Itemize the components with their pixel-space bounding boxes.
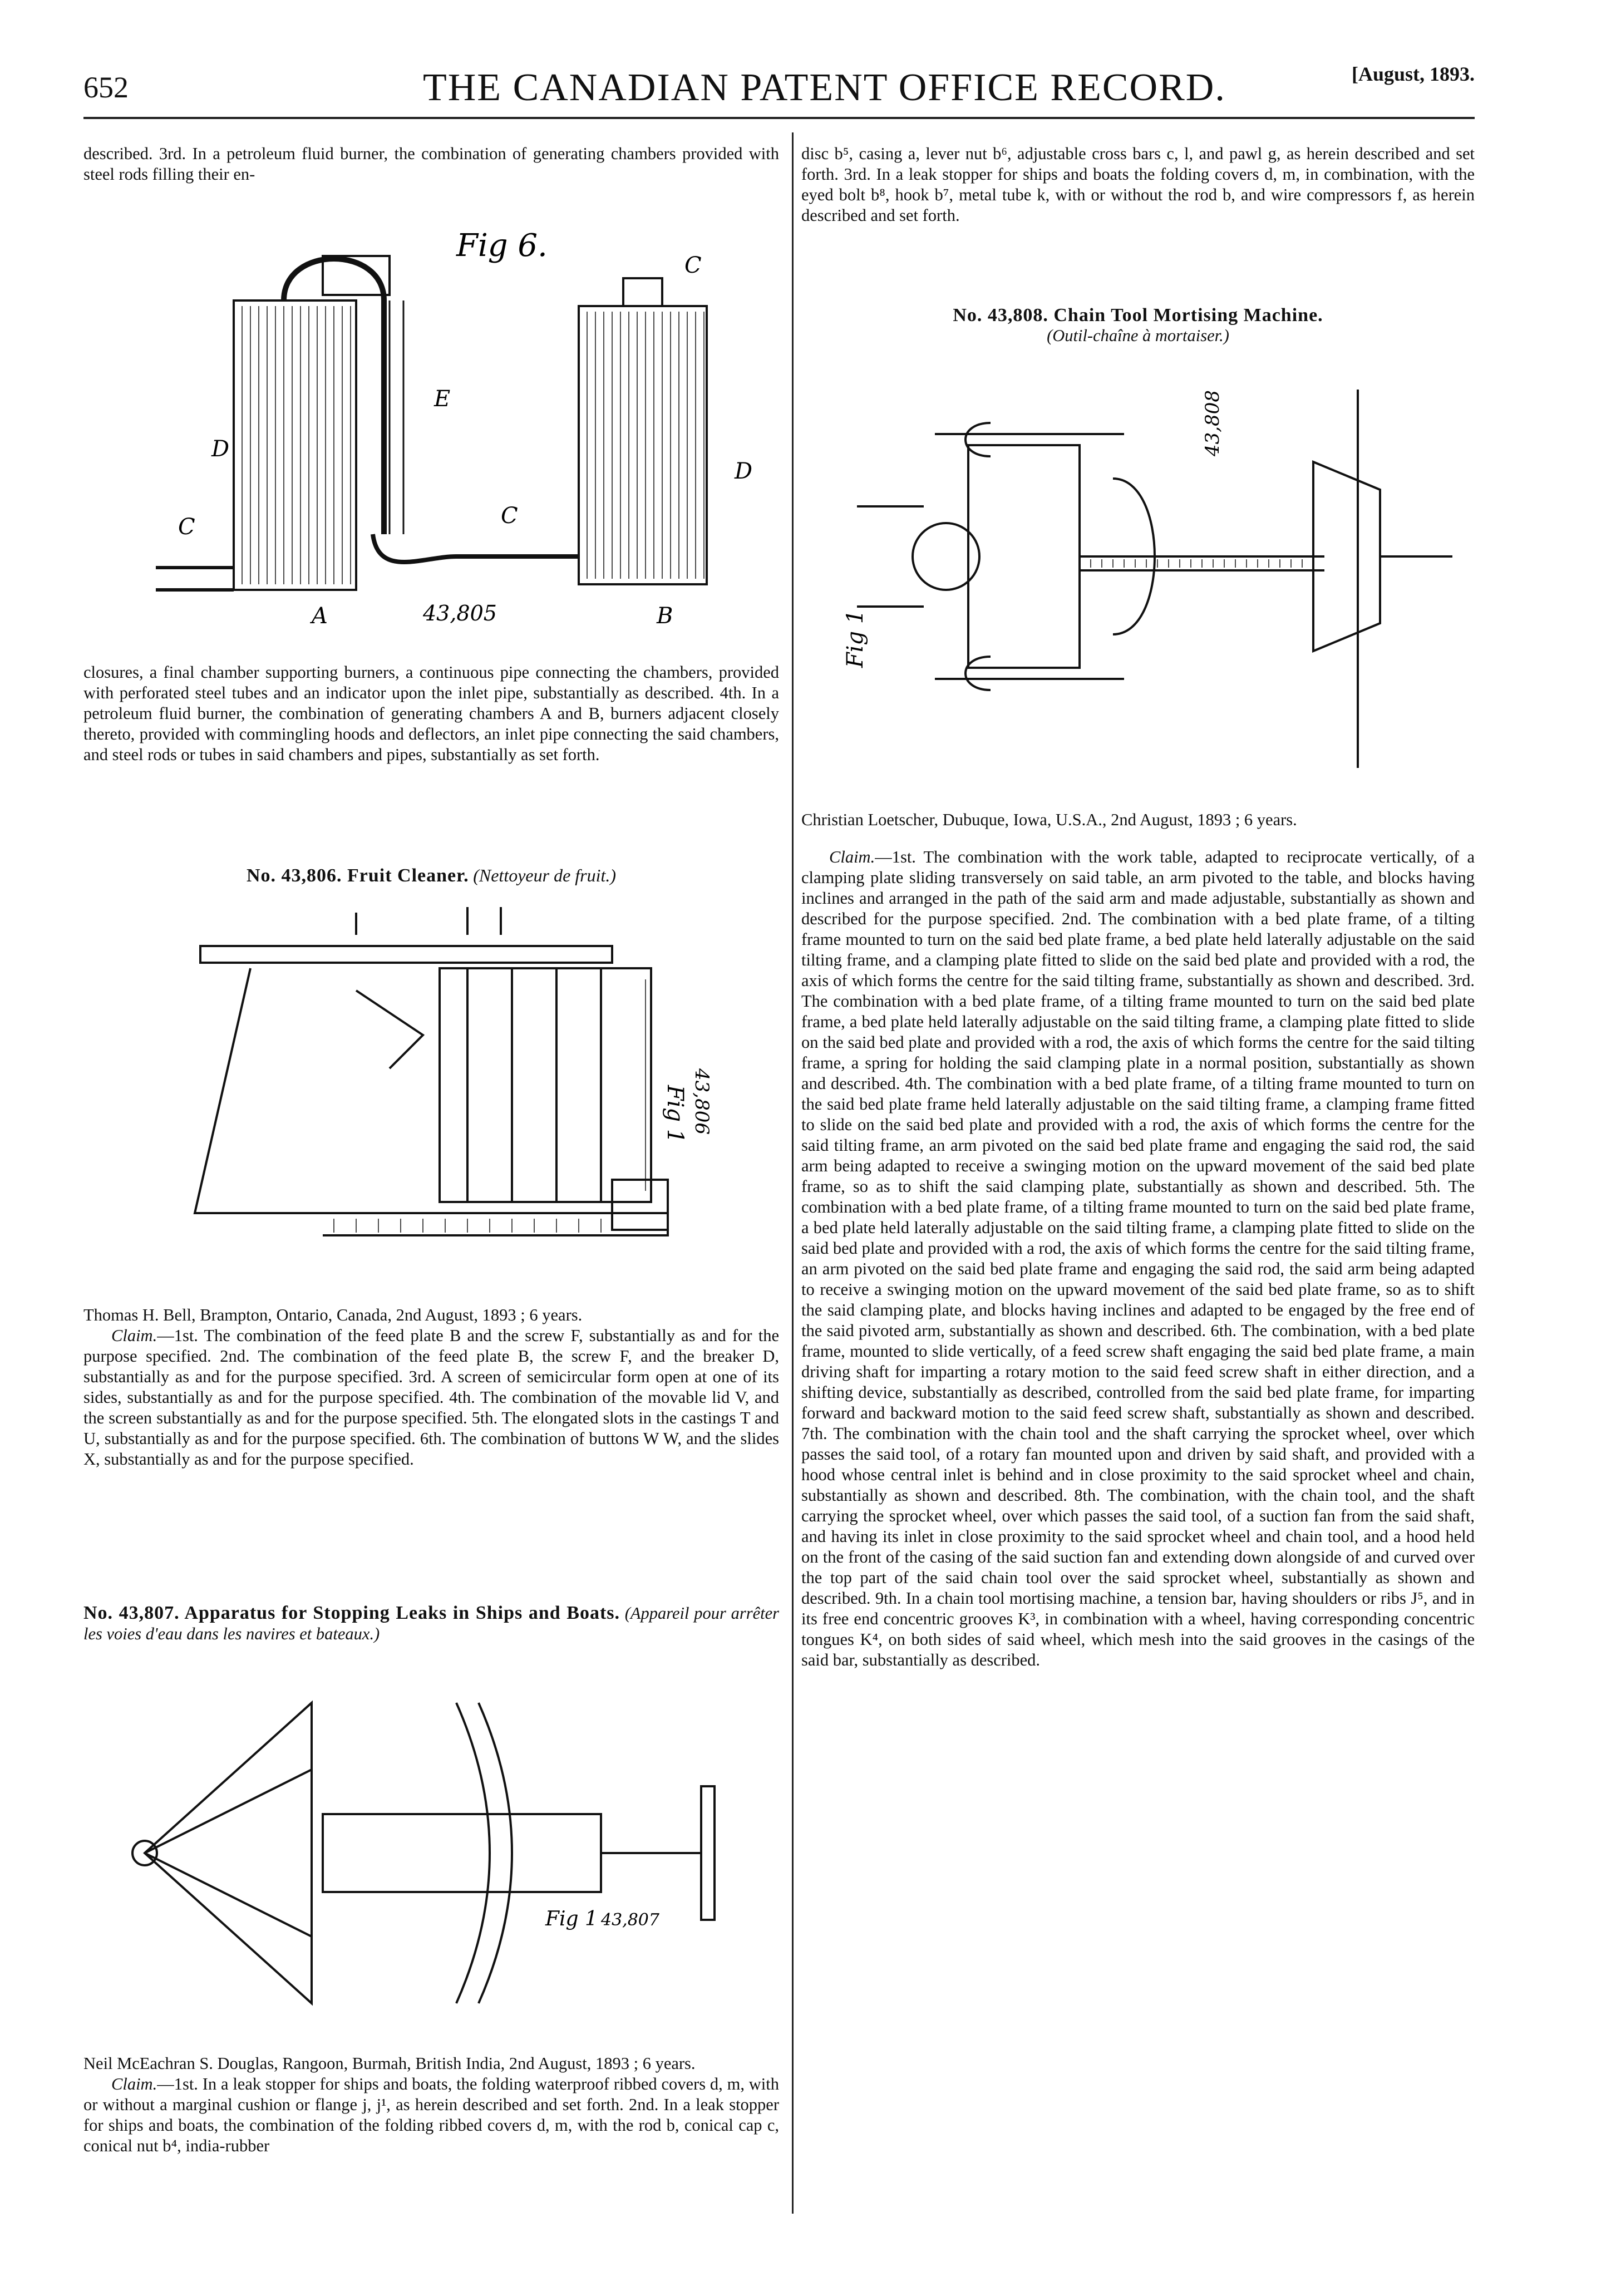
- entry-808-claim-label: Claim.: [829, 848, 875, 866]
- entry-808-heading: [801, 305, 1475, 346]
- entry-806-claim: —1st. The combination of the feed plate B and the screw F, substantially as and for the purpose specified. 2nd. The combination of the feed plate B, the screw F, and the breaker D, substantially as and for the purpose specified. 3rd. A screen of semicircular form open at one of its sides, substantially as and for the purpose specified. 4th. The combination of the movable lid V, and the screen substantially as and for the purpose specified. 5th. The elongated slots in the castings T and U, substantially as and for the purpose specified. 6th. The combination of buttons W W, and the slides X, substantially as and for the purpose specified.: [83, 1326, 779, 1469]
- svg-text:A: A: [312, 603, 328, 629]
- page-number: 652: [83, 71, 129, 104]
- header-rule: [83, 117, 1475, 119]
- svg-text:D: D: [735, 459, 753, 484]
- entry-807-heading: [83, 1603, 779, 1644]
- column-divider: [792, 132, 794, 2214]
- entry-807-author: Neil McEachran S. Douglas, Rangoon, Burmah, British India, 2nd August, 1893 ; 6 years.: [83, 2054, 696, 2073]
- fig-807-leak-stopper-drawing: [100, 1692, 746, 2014]
- svg-text:B: B: [657, 603, 673, 629]
- fig-807-caption: Fig 1: [545, 1908, 598, 1930]
- entry-807-title: No. 43,807. Apparatus for Stopping Leaks in Ships and Boats.: [83, 1603, 620, 1623]
- fig-807-number: 43,807: [601, 1910, 659, 1930]
- publication-title: THE CANADIAN PATENT OFFICE RECORD.: [423, 66, 1226, 109]
- entry-807-body: [83, 2053, 779, 2156]
- entry-806-body: [83, 1305, 779, 1470]
- svg-text:D: D: [211, 436, 230, 462]
- fig6-svg: [145, 223, 768, 634]
- svg-text:C: C: [501, 503, 518, 529]
- svg-text:C: C: [684, 253, 702, 278]
- entry-808-body: [801, 810, 1475, 1671]
- page-header: [83, 63, 1475, 116]
- svg-text:C: C: [178, 514, 195, 540]
- issue-date: [August, 1893.: [1351, 63, 1475, 85]
- entry-806-title: No. 43,806. Fruit Cleaner.: [246, 865, 469, 886]
- left-after-fig6: closures, a final chamber supporting burners, a continuous pipe connecting the chambers, provided with perforated steel tubes and an indicator upon the inlet pipe, substantially as described. 4th. In a petroleum fluid burner, the combination of generating chambers A and B, burners adjacent closely thereto, provided with commingling hoods and deflectors, an inlet pipe connecting the said chambers, and steel rods or tubes in said chambers and pipes, substantially as set forth.: [83, 663, 779, 764]
- fig6-burner-drawing: [145, 223, 768, 634]
- fig-806-caption: Fig 1: [662, 1085, 688, 1144]
- entry-806-french: (Nettoyeur de fruit.): [473, 865, 617, 885]
- fig-806-fruit-cleaner-drawing: [111, 901, 773, 1285]
- entry-806-claim-label: Claim.: [111, 1326, 157, 1345]
- fig-808-caption: Fig 1: [843, 609, 868, 668]
- entry-807-claim-label: Claim.: [111, 2075, 157, 2093]
- fig-808-number: 43,808: [1201, 390, 1224, 456]
- fig6-caption: Fig 6.: [456, 228, 548, 264]
- fig6-number: 43,805: [423, 601, 497, 625]
- fig-806-number: 43,806: [691, 1068, 713, 1135]
- svg-text:E: E: [434, 386, 451, 412]
- entry-807-french: (Appareil pour arrêter les voies d'eau dans les navires et bateaux.): [83, 1604, 779, 1643]
- entry-808-claim: —1st. The combination with the work table, adapted to reciprocate vertically, of a clamping plate sliding transversely on said table, an arm pivoted to the table, and blocks having inclines and arranged in the path of the said arm and made adjustable, substantially as shown and described for the purpose specified. 2nd. The combination with a bed plate frame, of a tilting frame mounted to turn on the said bed plate frame, a bed plate held laterally adjustable on the said tilting frame, and a clamping plate fitted to slide on the said bed plate and provided with a rod, the axis of which forms the centre for the said tilting frame, substantially as shown and described. 3rd. The combination with a bed plate frame, of a tilting frame mounted to turn on the said bed plate frame, a bed plate held laterally adjustable on the said tilting frame, a clamping plate fitted to slide on the said bed plate and provided with a rod, the axis of which forms the centre for the said tilting frame, a spring for holding the said clamping plate in a normal position, substantially as shown and described. 4th. The combination with a bed plate frame, of a tilting frame mounted to turn on the said bed plate frame held laterally adjustable on the said tilting frame, a clamping frame fitted to slide on the said bed plate and provided with a rod, the axis of which forms the centre for the said tilting frame, an arm pivoted on the said bed plate frame and engaging the said rod, the said arm being adapted to receive a swinging motion on the upward movement of the said bed plate frame, so as to shift the said clamping plate, substantially as shown and described. 5th. The combination with a bed plate frame, of a tilting frame mounted to turn on the said bed plate frame, a bed plate held laterally adjustable on the said tilting frame, a clamping plate fitted to slide on the said bed plate and provided with a rod, the axis of which forms the centre for the said tilting frame, an arm pivoted on the said bed plate frame and engaging the said rod, the said arm being adapted to receive a swinging motion on the upward movement of the said bed plate frame, so as to shift the said clamping plate, and blocks having inclines and adapted to be engaged by the free end of the said pivoted arm, substantially as shown and described. 6th. The combination, with a bed plate frame, mounted to slide vertically, of a feed screw shaft engaging the said bed plate frame, a main driving shaft for imparting a rotary motion to the said feed screw shaft in either direction, and a shifting device, substantially as described, controlled from the said bed plate frame, for imparting forward and backward motion to the said feed screw shaft, substantially as shown and described. 7th. The combination with the chain tool and the shaft carrying the sprocket wheel, over which passes the said tool, of a rotary fan mounted upon and driven by said shaft, and provided with a hood whose central inlet is behind and in close proximity to the said sprocket wheel and chain, substantially as shown and described. 8th. The combination, with the chain tool, and the shaft carrying the sprocket wheel, over which passes the said tool, of a suction fan from the said shaft, and having its inlet in close proximity to the said sprocket wheel and chain tool, and a hood held on the front of the casing of the said suction fan and extending down alongside of and curved over the top part of the said chain tool over the said sprocket wheel, substantially as shown and described. 9th. In a chain tool mortising machine, a tension bar, having shoulders or ribs J⁵, and in its free end concentric grooves K³, in combination with a wheel, having corresponding concentric tongues K⁴, on both sides of said wheel, which mesh into the said grooves in the casings of the said bar, substantially as described.: [801, 848, 1475, 1669]
- right-top-continuation: disc b⁵, casing a, lever nut b⁶, adjustable cross bars c, l, and pawl g, as herein described and set forth. 3rd. In a leak stopper for ships and boats the folding covers d, m, in combination, with the eyed bolt b⁸, hook b⁷, metal tube k, with or without the rod b, and wire compressors f, as herein described and set forth.: [801, 144, 1475, 225]
- entry-806-author: Thomas H. Bell, Brampton, Ontario, Canada, 2nd August, 1893 ; 6 years.: [83, 1305, 583, 1324]
- entry-807-claim: —1st. In a leak stopper for ships and boats, the folding waterproof ribbed covers d, m, with or without a marginal cushion or flange j, j¹, as herein described and set forth. 2nd. In a leak stopper for ships and boats, the combination of the folding ribbed covers d, m, with the rod b, conical cap c, conical nut b⁴, india-rubber: [83, 2075, 779, 2155]
- entry-808-author: Christian Loetscher, Dubuque, Iowa, U.S.A., 2nd August, 1893 ; 6 years.: [801, 810, 1297, 829]
- left-top-continuation: described. 3rd. In a petroleum fluid burner, the combination of generating chambers provided with steel rods filling their en-: [83, 144, 779, 184]
- entry-806-heading: [83, 865, 779, 886]
- fig6-left-chamber: [234, 300, 356, 590]
- entry-808-french: (Outil-chaîne à mortaiser.): [1047, 326, 1229, 345]
- fig-808-mortising-machine-drawing: [824, 378, 1475, 785]
- entry-808-title: No. 43,808. Chain Tool Mortising Machine.: [953, 305, 1323, 326]
